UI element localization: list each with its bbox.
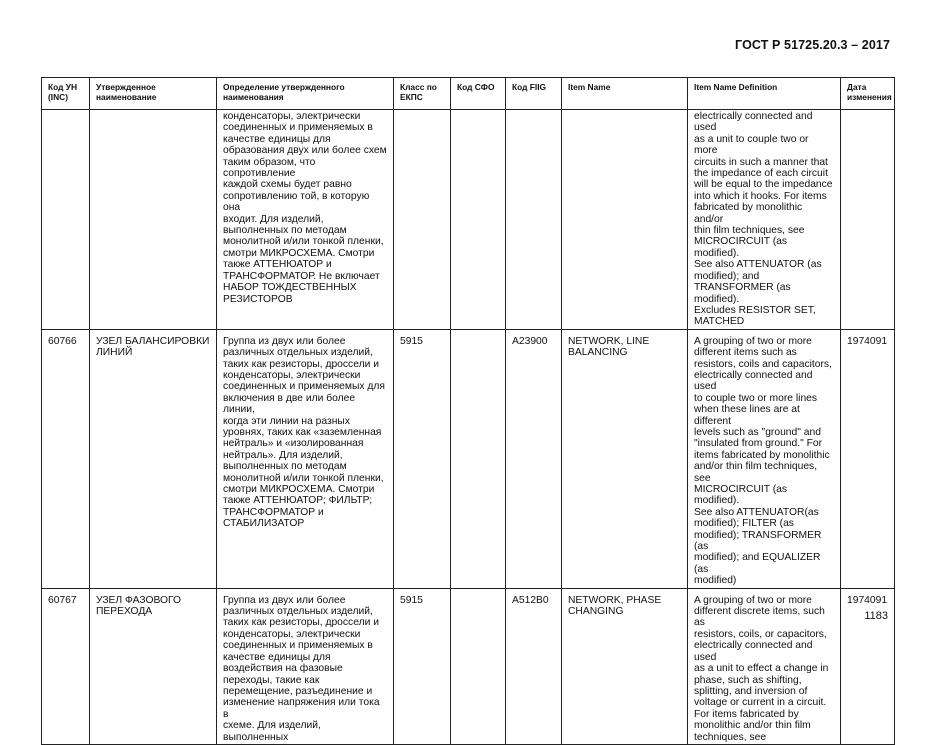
cell-fiig xyxy=(506,110,562,330)
col-header-definition: Определение утвержденного наименования xyxy=(217,78,394,110)
cell-date: 1974091 xyxy=(841,588,895,744)
cell-date xyxy=(841,110,895,330)
cell-definition: Группа из двух или более различных отдельных изделий, таких как резисторы, дроссели и конденсаторы, электрически соединенных и применяемых в качестве единицы для воздействия на фазовые переходы, такие как перемещение, разъединение и изменение напряжения или тока в схеме. Для изделий, выполненных xyxy=(217,588,394,744)
col-header-approved-name: Утвержденное наименование xyxy=(90,78,217,110)
cell-item-name xyxy=(562,110,688,330)
document-standard-number: ГОСТ Р 51725.20.3 – 2017 xyxy=(735,38,890,52)
cell-item-definition: A grouping of two or more different items such as resistors, coils and capacitors, electrically connected and used to couple two or more lines when these lines are at different levels such as "ground" and "insulated from ground." For items fabricated by monolithic and/or thin film techniques, see MICROCIRCUIT (as modified). See also ATTENUATOR(as modified); FILTER (as modified); TRANSFORMER (as modified); and EQUALIZER (as modified) xyxy=(688,329,841,588)
cell-approved-name: УЗЕЛ ФАЗОВОГО ПЕРЕХОДА xyxy=(90,588,217,744)
table-row xyxy=(42,110,895,330)
col-header-sfo: Код СФО xyxy=(451,78,506,110)
col-header-fiig: Код FIIG xyxy=(506,78,562,110)
cell-inc: 60767 xyxy=(42,588,90,744)
cell-class: 5915 xyxy=(394,588,451,744)
cell-fiig: A512B0 xyxy=(506,588,562,744)
col-header-item-name: Item Name xyxy=(562,78,688,110)
cell-sfo xyxy=(451,110,506,330)
cell-item-name: NETWORK, LINE BALANCING xyxy=(562,329,688,588)
cell-definition: Группа из двух или более различных отдельных изделий, таких как резисторы, дроссели и конденсаторы, электрически соединенных и применяемых для включения в две или более линии, когда эти линии на разных уровнях, таких как «заземленная нейтраль» и «изолированная нейтраль». Для изделий, выполненных по методам монолитной и/или тонкой пленки, смотри МИКРОСХЕМА. Смотри также АТТЕНЮАТОР; ФИЛЬТР; ТРАНСФОРМАТОР и СТАБИЛИЗАТОР xyxy=(217,329,394,588)
cell-definition: конденсаторы, электрически соединенных и применяемых в качестве единицы для образования двух или более схем таким образом, что сопротивление каждой схемы будет равно сопротивлению той, в которую она входит. Для изделий, выполненных по методам монолитной и/или тонкой пленки, смотри МИКРОСХЕМА. Смотри также АТТЕНЮАТОР и ТРАНСФОРМАТОР. Не включает НАБОР ТОЖДЕСТВЕННЫХ РЕЗИСТОРОВ xyxy=(217,110,394,330)
cell-approved-name: УЗЕЛ БАЛАНСИРОВКИ ЛИНИЙ xyxy=(90,329,217,588)
col-header-item-definition: Item Name Definition xyxy=(688,78,841,110)
cell-class xyxy=(394,110,451,330)
page-number: 1183 xyxy=(864,610,888,622)
col-header-class: Класс по ЕКПС xyxy=(394,78,451,110)
cell-date: 1974091 xyxy=(841,329,895,588)
table-row xyxy=(42,588,895,744)
cell-class: 5915 xyxy=(394,329,451,588)
cell-approved-name xyxy=(90,110,217,330)
cell-item-name: NETWORK, PHASE CHANGING xyxy=(562,588,688,744)
nomenclature-table xyxy=(41,77,895,745)
cell-fiig: A23900 xyxy=(506,329,562,588)
cell-sfo xyxy=(451,329,506,588)
table-header-row xyxy=(42,78,895,110)
cell-sfo xyxy=(451,588,506,744)
cell-item-definition: electrically connected and used as a unit to couple two or more circuits in such a manner that the impedance of each circuit will be equal to the impedance into which it hooks. For items fabricated by monolithic and/or thin film techniques, see MICROCIRCUIT (as modified). See also ATTENUATOR (as modified); and TRANSFORMER (as modified). Excludes RESISTOR SET, MATCHED xyxy=(688,110,841,330)
cell-inc: 60766 xyxy=(42,329,90,588)
col-header-date: Дата изменения xyxy=(841,78,895,110)
cell-item-definition: A grouping of two or more different discrete items, such as resistors, coils, or capacitors, electrically connected and used as a unit to effect a change in phase, such as shifting, splitting, and inversion of voltage or current in a circuit. For items fabricated by monolithic and/or thin film techniques, see xyxy=(688,588,841,744)
table-row xyxy=(42,329,895,588)
col-header-inc: Код УН (INC) xyxy=(42,78,90,110)
cell-inc xyxy=(42,110,90,330)
